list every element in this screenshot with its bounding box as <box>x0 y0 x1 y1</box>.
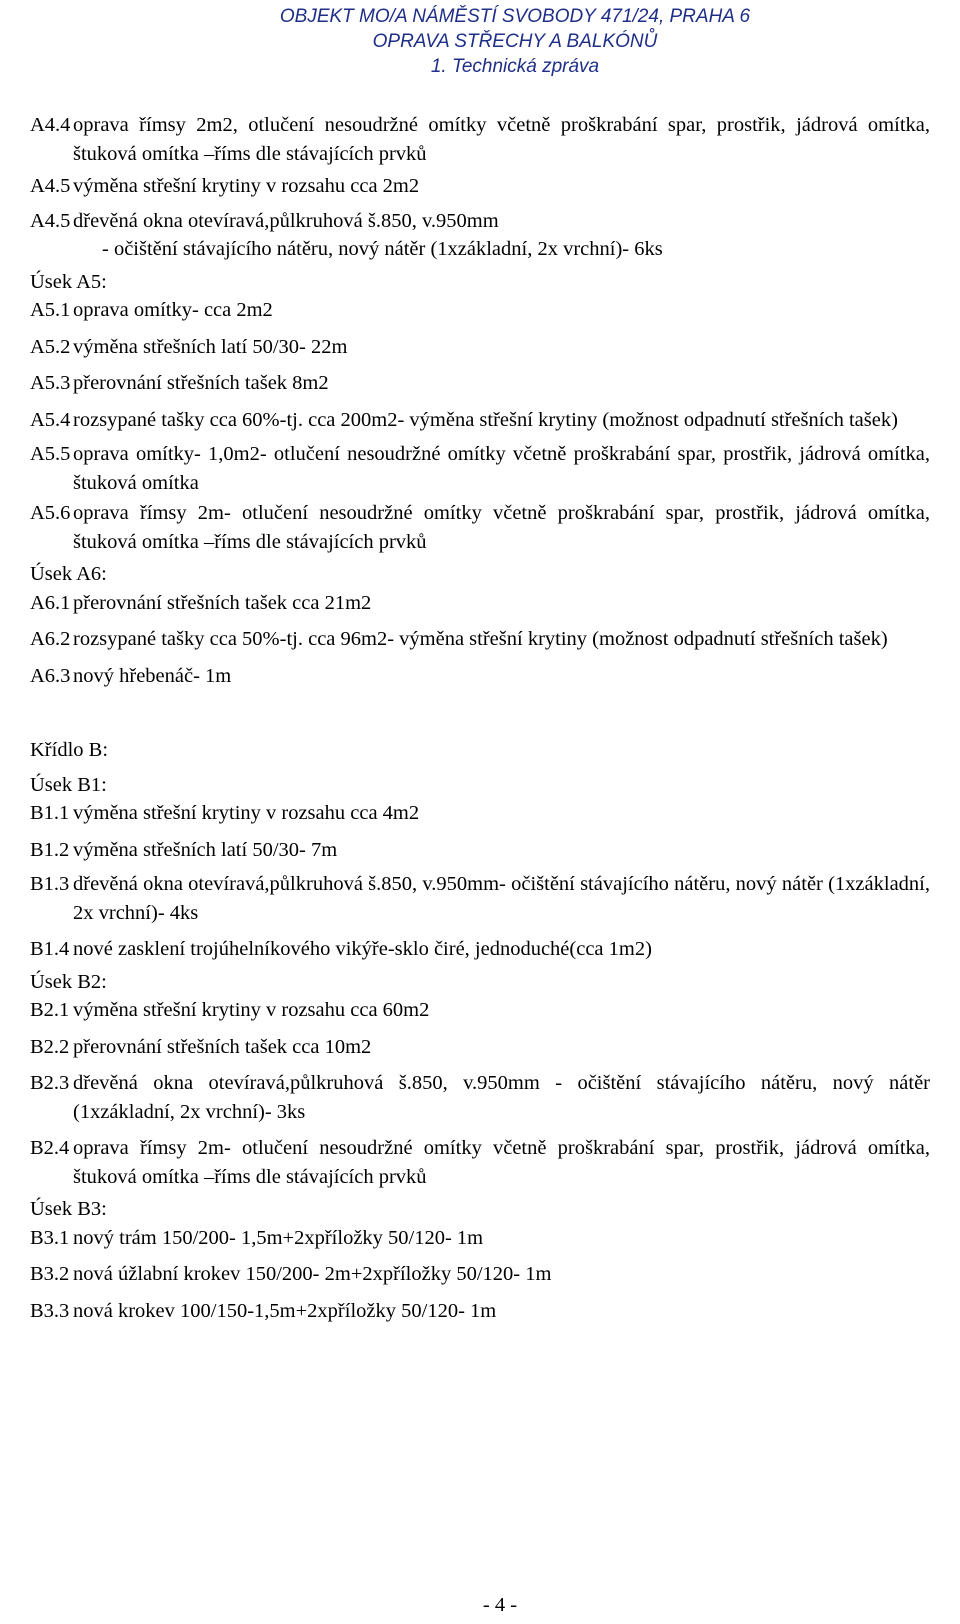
item-text: rozsypané tašky cca 50%-tj. cca 96m2- výměna střešní krytiny (možnost odpadnutí střešních tašek) <box>73 628 888 650</box>
list-item <box>30 1224 930 1253</box>
item-code: A5.2 <box>30 335 71 358</box>
item-code: B3.2 <box>30 1263 70 1285</box>
list-item <box>30 935 930 964</box>
item-code: A5.3 <box>30 372 71 394</box>
item-code: B2.3 <box>30 1072 70 1094</box>
list-item <box>30 296 930 325</box>
item-text: nová úžlabní krokev 150/200- 2m+2xpříložky 50/120- 1m <box>73 1263 552 1285</box>
list-item <box>30 1297 930 1326</box>
item-text: oprava omítky- 1,0m2- otlučení nesoudržné omítky včetně proškrabání spar, prostřik, jádrová omítka, štuková omítka <box>73 443 930 494</box>
item-code: A6.2 <box>30 628 71 650</box>
item-code: B2.4 <box>30 1137 70 1159</box>
list-item <box>30 369 930 398</box>
list-item <box>30 1033 930 1062</box>
item-code: B2.1 <box>30 999 70 1021</box>
section-heading: Úsek B3: <box>30 1198 107 1220</box>
item-code: B1.2 <box>30 838 70 861</box>
list-item <box>30 836 930 865</box>
item-text: nová krokev 100/150-1,5m+2xpříložky 50/120- 1m <box>73 1299 497 1322</box>
list-item <box>30 996 930 1025</box>
list-item <box>30 406 930 435</box>
item-code: A6.1 <box>30 591 71 614</box>
item-text: výměna střešní krytiny v rozsahu cca 60m2 <box>73 999 430 1021</box>
item-text: přerovnání střešních tašek cca 10m2 <box>73 1035 372 1058</box>
item-text: oprava římsy 2m2, otlučení nesoudržné omítky včetně proškrabání spar, prostřik, jádrová omítka, štuková omítka –říms dle stávajících prvků <box>73 114 930 165</box>
page-number: - 4 - <box>482 1594 518 1616</box>
item-text: oprava římsy 2m- otlučení nesoudržné omítky včetně proškrabání spar, prostřik, jádrová omítka, štuková omítka –říms dle stávajících prvků <box>73 502 930 553</box>
section-heading: Úsek A5: <box>30 270 107 293</box>
item-code: B3.1 <box>30 1226 70 1249</box>
item-text: oprava římsy 2m- otlučení nesoudržné omítky včetně proškrabání spar, prostřik, jádrová omítka, štuková omítka –říms dle stávajících prvků <box>73 1137 930 1188</box>
item-code: A5.1 <box>30 299 71 321</box>
item-code: A4.4 <box>30 114 71 136</box>
header-document: 1. Technická zpráva <box>430 56 600 77</box>
header-project: OBJEKT MO/A NÁMĚSTÍ SVOBODY 471/24, PRAHA 6 <box>279 6 751 27</box>
list-item <box>30 870 930 927</box>
item-text: výměna střešní krytiny v rozsahu cca 2m2 <box>73 175 420 197</box>
item-text: oprava omítky- cca 2m2 <box>73 299 273 321</box>
item-code: B1.3 <box>30 873 70 895</box>
item-code: B2.2 <box>30 1035 70 1058</box>
item-code: B3.3 <box>30 1299 70 1322</box>
list-item <box>30 111 930 168</box>
item-note: - očištění stávajícího nátěru, nový nátěr (1xzákladní, 2x vrchní)- 6ks <box>102 238 663 260</box>
item-code: B1.1 <box>30 802 70 824</box>
item-text: rozsypané tašky cca 60%-tj. cca 200m2- výměna střešní krytiny (možnost odpadnutí střešních tašek) <box>73 408 898 431</box>
page-header <box>0 4 960 79</box>
item-text: nové zasklení trojúhelníkového vikýře-sklo čiré, jednoduché(cca 1m2) <box>73 938 652 960</box>
item-text: přerovnání střešních tašek 8m2 <box>73 372 329 394</box>
item-text: dřevěná okna otevíravá,půlkruhová š.850, v.950mm- očištění stávajícího nátěru, nový nátěr (1xzákladní, 2x vrchní)- 4ks <box>73 873 930 924</box>
list-item <box>30 1069 930 1126</box>
list-item <box>30 589 930 618</box>
item-text: výměna střešních latí 50/30- 22m <box>73 335 348 358</box>
list-item <box>30 799 930 828</box>
section-heading: Úsek A6: <box>30 563 107 585</box>
item-text: nový trám 150/200- 1,5m+2xpříložky 50/120- 1m <box>73 1226 484 1249</box>
section-heading: Úsek B2: <box>30 970 107 993</box>
list-item <box>30 172 930 201</box>
list-item <box>30 207 930 236</box>
list-item <box>30 1134 930 1191</box>
list-item <box>30 499 930 556</box>
item-text: dřevěná okna otevíravá,půlkruhová š.850, v.950mm <box>73 209 499 232</box>
list-item <box>30 662 930 691</box>
wing-heading: Křídlo B: <box>30 739 109 761</box>
item-text: nový hřebenáč- 1m <box>73 664 232 687</box>
item-text: přerovnání střešních tašek cca 21m2 <box>73 591 372 614</box>
list-item <box>30 333 930 362</box>
item-code: A5.5 <box>30 443 71 465</box>
header-subject: OPRAVA STŘECHY A BALKÓNŮ <box>372 31 658 52</box>
section-heading: Úsek B1: <box>30 773 107 796</box>
item-text: výměna střešních latí 50/30- 7m <box>73 838 338 861</box>
document-body <box>30 111 930 1325</box>
item-code: A4.5 <box>30 209 71 232</box>
list-item <box>30 1260 930 1289</box>
item-text: dřevěná okna otevíravá,půlkruhová š.850, v.950mm - očištění stávajícího nátěru, nový nátěr (1xzákladní, 2x vrchní)- 3ks <box>73 1072 930 1123</box>
item-code: A6.3 <box>30 664 71 687</box>
item-code: A5.4 <box>30 408 71 431</box>
list-item <box>30 625 930 654</box>
item-code: A5.6 <box>30 502 71 524</box>
item-code: B1.4 <box>30 938 70 960</box>
item-code: A4.5 <box>30 175 71 197</box>
item-text: výměna střešní krytiny v rozsahu cca 4m2 <box>73 802 420 824</box>
list-item <box>30 440 930 497</box>
